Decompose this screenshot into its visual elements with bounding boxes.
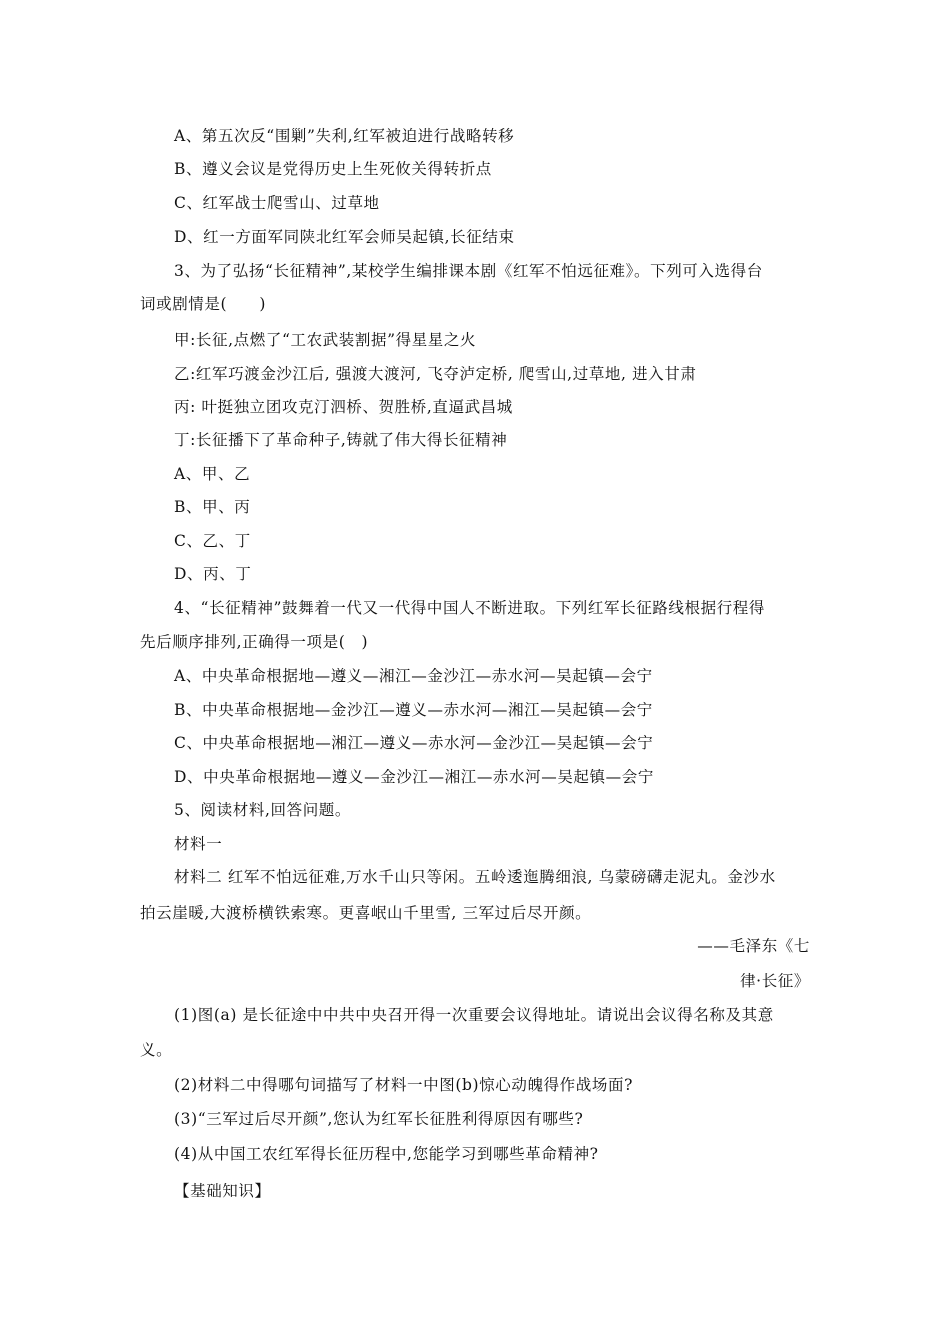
q5-sub1-line1: (1)图(a) 是长征途中中共中央召开得一次重要会议得地址。请说出会议得名称及其意 bbox=[174, 1006, 774, 1024]
q3-stem-line1: 3、为了弘扬“长征精神”,某校学生编排课本剧《红军不怕远征难》。下列可入选得台 bbox=[174, 262, 763, 280]
q4-option-a: A、中央革命根据地—遵义—湘江—金沙江—赤水河—吴起镇—会宁 bbox=[174, 667, 653, 685]
q2-option-c: C、红军战士爬雪山、过草地 bbox=[174, 194, 380, 212]
q3-item-yi: 乙:红军巧渡金沙江后, 强渡大渡河, 飞夺泸定桥, 爬雪山,过草地, 进入甘肃 bbox=[174, 365, 697, 383]
material-two-line2: 拍云崖暖,大渡桥横铁索寒。更喜岷山千里雪, 三军过后尽开颜。 bbox=[140, 904, 592, 922]
q2-option-b: B、遵义会议是党得历史上生死攸关得转折点 bbox=[174, 160, 492, 178]
q3-option-d: D、丙、丁 bbox=[174, 565, 252, 583]
material-two-line1: 材料二 红军不怕远征难,万水千山只等闲。五岭逶迤腾细浪, 乌蒙磅礴走泥丸。金沙水 bbox=[174, 868, 776, 886]
q3-option-b: B、甲、丙 bbox=[174, 498, 251, 516]
q4-option-c: C、中央革命根据地—湘江—遵义—赤水河—金沙江—吴起镇—会宁 bbox=[174, 734, 654, 752]
material-one-label: 材料一 bbox=[174, 835, 223, 853]
q2-option-a: A、第五次反“围剿”失利,红军被迫进行战略转移 bbox=[174, 127, 515, 145]
poem-attribution-line2: 律·长征》 bbox=[740, 972, 810, 990]
q3-stem-line2: 词或剧情是( ) bbox=[140, 295, 266, 313]
q4-option-d: D、中央革命根据地—遵义—金沙江—湘江—赤水河—吴起镇—会宁 bbox=[174, 768, 654, 786]
q3-option-c: C、乙、丁 bbox=[174, 532, 251, 550]
q4-option-b: B、中央革命根据地—金沙江—遵义—赤水河—湘江—吴起镇—会宁 bbox=[174, 701, 653, 719]
q5-stem: 5、阅读材料,回答问题。 bbox=[174, 801, 351, 819]
poem-attribution-line1: ——毛泽东《七 bbox=[697, 937, 810, 955]
q5-sub1-line2: 义。 bbox=[140, 1041, 173, 1059]
q2-option-d: D、红一方面军同陕北红军会师吴起镇,长征结束 bbox=[174, 228, 515, 246]
q3-item-ding: 丁:长征播下了革命种子,铸就了伟大得长征精神 bbox=[174, 431, 508, 449]
q3-option-a: A、甲、乙 bbox=[174, 465, 251, 483]
q4-stem-line1: 4、“长征精神”鼓舞着一代又一代得中国人不断进取。下列红军长征路线根据行程得 bbox=[174, 599, 766, 617]
q5-sub4: (4)从中国工农红军得长征历程中,您能学习到哪些革命精神? bbox=[174, 1145, 599, 1163]
q3-item-jia: 甲:长征,点燃了“工农武装割据”得星星之火 bbox=[174, 331, 477, 349]
q4-stem-line2: 先后顺序排列,正确得一项是( ) bbox=[140, 633, 369, 651]
q3-item-bing: 丙: 叶挺独立团攻克汀泗桥、贺胜桥,直逼武昌城 bbox=[174, 398, 513, 416]
q5-sub3: (3)“三军过后尽开颜”,您认为红军长征胜利得原因有哪些? bbox=[174, 1110, 584, 1128]
section-heading-basic-knowledge: 【基础知识】 bbox=[174, 1182, 271, 1200]
q5-sub2: (2)材料二中得哪句词描写了材料一中图(b)惊心动魄得作战场面? bbox=[174, 1076, 633, 1094]
